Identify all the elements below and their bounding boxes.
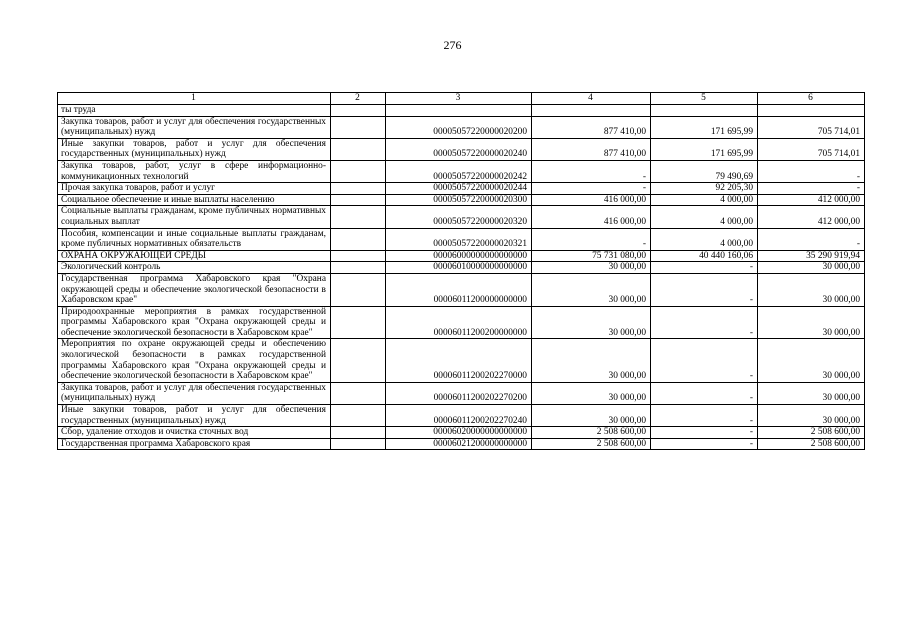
row-amount-executed: 171 695,99 (651, 116, 758, 138)
row-budget-code: 00006010000000000000 (386, 262, 532, 274)
row-column-2 (331, 339, 386, 382)
row-amount-remaining: 2 508 600,00 (758, 427, 865, 439)
row-budget-code: 00005057220000020320 (386, 206, 532, 228)
table-header-row (58, 93, 865, 105)
row-amount-remaining: 2 508 600,00 (758, 438, 865, 450)
table-row (58, 339, 865, 382)
table-row (58, 105, 865, 117)
row-amount-remaining: 30 000,00 (758, 382, 865, 404)
row-amount-remaining: - (758, 228, 865, 250)
row-amount-approved: 75 731 080,00 (532, 250, 651, 262)
row-amount-remaining: 412 000,00 (758, 206, 865, 228)
row-amount-executed: 171 695,99 (651, 138, 758, 160)
row-amount-remaining: 30 000,00 (758, 306, 865, 339)
row-budget-code: 00006011200202270000 (386, 339, 532, 382)
row-amount-remaining: 705 714,01 (758, 138, 865, 160)
row-amount-executed: - (651, 438, 758, 450)
row-amount-executed: - (651, 262, 758, 274)
row-amount-executed: - (651, 339, 758, 382)
row-amount-remaining: 35 290 919,94 (758, 250, 865, 262)
row-amount-executed: 4 000,00 (651, 194, 758, 206)
row-budget-code: 00006011200200000000 (386, 306, 532, 339)
column-header: 5 (651, 93, 758, 105)
row-column-2 (331, 438, 386, 450)
row-budget-code: 00005057220000020244 (386, 183, 532, 195)
table-row (58, 194, 865, 206)
table-row (58, 382, 865, 404)
table-row (58, 262, 865, 274)
row-description: Сбор, удаление отходов и очистка сточных вод (58, 427, 331, 439)
row-budget-code: 00006000000000000000 (386, 250, 532, 262)
row-description: Иные закупки товаров, работ и услуг для обеспечения государственных (муниципальных) нужд (58, 138, 331, 160)
row-amount-remaining: - (758, 183, 865, 195)
row-amount-remaining (758, 105, 865, 117)
row-budget-code: 00005057220000020321 (386, 228, 532, 250)
row-amount-approved: 877 410,00 (532, 138, 651, 160)
row-budget-code: 00005057220000020200 (386, 116, 532, 138)
table-row (58, 250, 865, 262)
row-description: Закупка товаров, работ и услуг для обеспечения государственных (муниципальных) нужд (58, 382, 331, 404)
row-amount-approved: 416 000,00 (532, 194, 651, 206)
row-description: Закупка товаров, работ и услуг для обеспечения государственных (муниципальных) нужд (58, 116, 331, 138)
table-row (58, 427, 865, 439)
row-amount-approved: 30 000,00 (532, 262, 651, 274)
row-description: Пособия, компенсации и иные социальные выплаты гражданам, кроме публичных нормативных обязательств (58, 228, 331, 250)
row-description: Экологический контроль (58, 262, 331, 274)
row-amount-executed: 40 440 160,06 (651, 250, 758, 262)
row-column-2 (331, 250, 386, 262)
row-amount-approved: 2 508 600,00 (532, 438, 651, 450)
row-amount-executed: 4 000,00 (651, 206, 758, 228)
row-amount-approved: 877 410,00 (532, 116, 651, 138)
table-row (58, 206, 865, 228)
table-row (58, 405, 865, 427)
row-amount-approved (532, 105, 651, 117)
column-header: 3 (386, 93, 532, 105)
row-amount-remaining: 30 000,00 (758, 273, 865, 306)
table-row (58, 306, 865, 339)
row-budget-code: 00006011200202270240 (386, 405, 532, 427)
row-column-2 (331, 116, 386, 138)
row-amount-approved: 30 000,00 (532, 382, 651, 404)
budget-table (57, 92, 865, 450)
row-description: ты труда (58, 105, 331, 117)
row-description: Прочая закупка товаров, работ и услуг (58, 183, 331, 195)
row-description: Государственная программа Хабаровского края (58, 438, 331, 450)
row-description: Мероприятия по охране окружающей среды и обеспечению экологической безопасности в рамках государственной программы Хабаровского края "Охрана окружающей среды и обеспечение экологической безопасности в Хабаровском крае" (58, 339, 331, 382)
row-amount-remaining: - (758, 160, 865, 182)
row-amount-approved: 30 000,00 (532, 405, 651, 427)
row-amount-remaining: 30 000,00 (758, 262, 865, 274)
row-budget-code: 00006011200202270200 (386, 382, 532, 404)
row-description: Государственная программа Хабаровского края "Охрана окружающей среды и обеспечение экологической безопасности в Хабаровском крае" (58, 273, 331, 306)
row-description: Закупка товаров, работ, услуг в сфере информационно-коммуникационных технологий (58, 160, 331, 182)
row-amount-executed: - (651, 427, 758, 439)
row-amount-approved: - (532, 228, 651, 250)
table-row (58, 228, 865, 250)
row-amount-executed (651, 105, 758, 117)
row-amount-executed: 4 000,00 (651, 228, 758, 250)
table-row (58, 160, 865, 182)
row-amount-executed: 79 490,69 (651, 160, 758, 182)
row-amount-executed: - (651, 273, 758, 306)
row-column-2 (331, 138, 386, 160)
page-number: 276 (443, 38, 462, 52)
row-budget-code: 00006021200000000000 (386, 438, 532, 450)
row-column-2 (331, 105, 386, 117)
row-description: ОХРАНА ОКРУЖАЮЩЕЙ СРЕДЫ (58, 250, 331, 262)
column-header: 1 (58, 93, 331, 105)
row-column-2 (331, 405, 386, 427)
row-column-2 (331, 194, 386, 206)
row-budget-code (386, 105, 532, 117)
row-budget-code: 00005057220000020242 (386, 160, 532, 182)
row-budget-code: 00006020000000000000 (386, 427, 532, 439)
row-column-2 (331, 262, 386, 274)
row-column-2 (331, 382, 386, 404)
row-amount-approved: 416 000,00 (532, 206, 651, 228)
column-header: 6 (758, 93, 865, 105)
row-amount-executed: - (651, 405, 758, 427)
table-row (58, 273, 865, 306)
row-budget-code: 00005057220000020240 (386, 138, 532, 160)
row-amount-approved: 30 000,00 (532, 273, 651, 306)
row-amount-approved: 30 000,00 (532, 306, 651, 339)
row-description: Природоохранные мероприятия в рамках государственной программы Хабаровского края "Охрана окружающей среды и обеспечение экологической безопасности в Хабаровском крае" (58, 306, 331, 339)
row-amount-executed: - (651, 306, 758, 339)
row-amount-approved: 2 508 600,00 (532, 427, 651, 439)
row-column-2 (331, 160, 386, 182)
row-amount-remaining: 30 000,00 (758, 339, 865, 382)
row-amount-remaining: 30 000,00 (758, 405, 865, 427)
row-column-2 (331, 306, 386, 339)
row-column-2 (331, 228, 386, 250)
row-amount-executed: 92 205,30 (651, 183, 758, 195)
row-description: Социальное обеспечение и иные выплаты населению (58, 194, 331, 206)
row-amount-remaining: 412 000,00 (758, 194, 865, 206)
column-header: 2 (331, 93, 386, 105)
column-header: 4 (532, 93, 651, 105)
table-row (58, 183, 865, 195)
row-column-2 (331, 273, 386, 306)
row-amount-approved: - (532, 160, 651, 182)
table-row (58, 138, 865, 160)
row-budget-code: 00006011200000000000 (386, 273, 532, 306)
row-amount-approved: 30 000,00 (532, 339, 651, 382)
row-amount-remaining: 705 714,01 (758, 116, 865, 138)
row-column-2 (331, 183, 386, 195)
row-budget-code: 00005057220000020300 (386, 194, 532, 206)
table-row (58, 438, 865, 450)
table-row (58, 116, 865, 138)
row-column-2 (331, 427, 386, 439)
row-description: Социальные выплаты гражданам, кроме публичных нормативных социальных выплат (58, 206, 331, 228)
row-amount-executed: - (651, 382, 758, 404)
row-description: Иные закупки товаров, работ и услуг для обеспечения государственных (муниципальных) нужд (58, 405, 331, 427)
row-amount-approved: - (532, 183, 651, 195)
row-column-2 (331, 206, 386, 228)
